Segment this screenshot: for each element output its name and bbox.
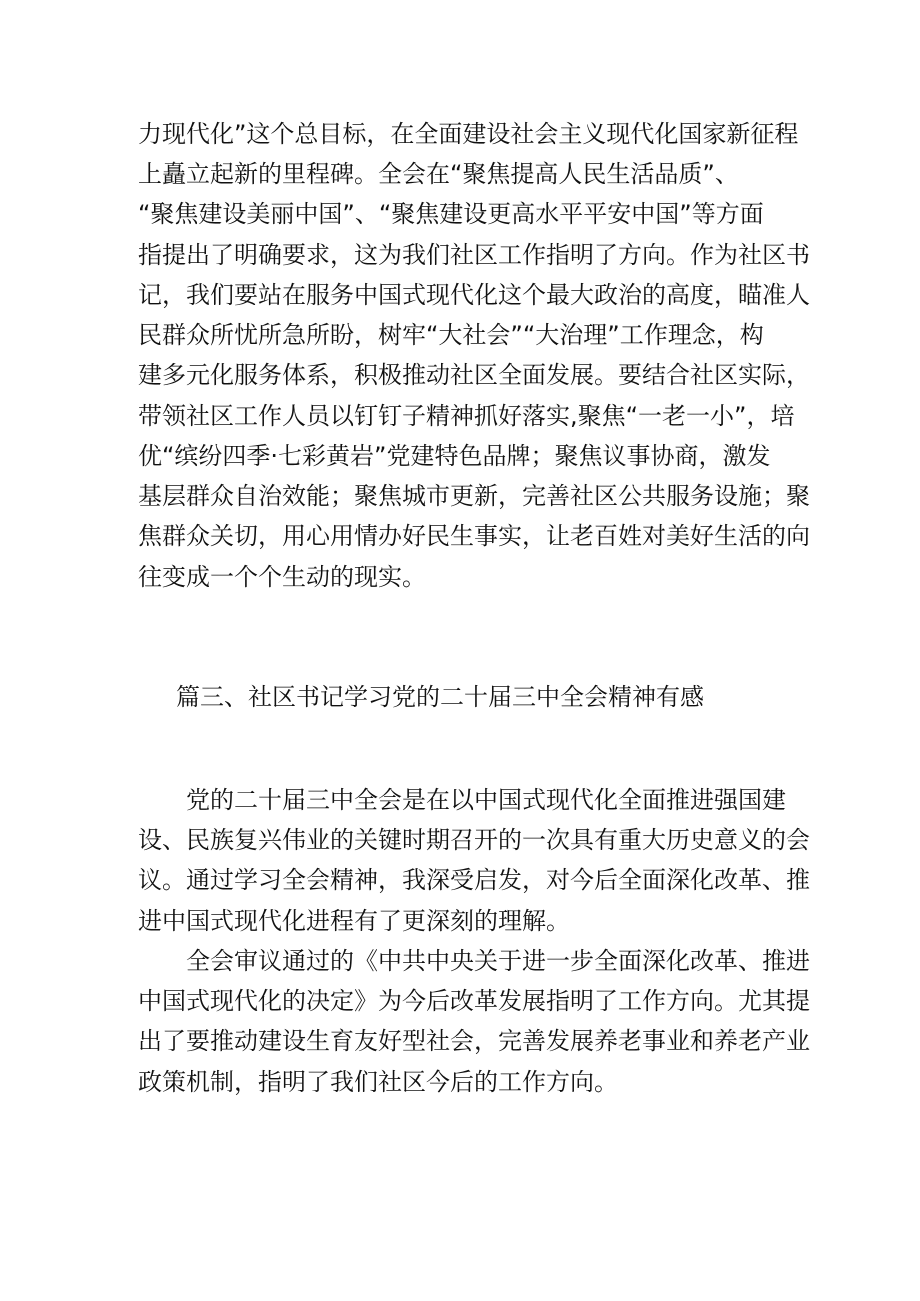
text-line: 记，我们要站在服务中国式现代化这个最大政治的高度，瞄准人 [138, 281, 810, 309]
text-line: 指提出了明确要求，这为我们社区工作指明了方向。作为社区书 [138, 241, 810, 269]
text-line: 全会审议通过的《中共中央关于进一步全面深化改革、推进 [186, 947, 810, 975]
text-line: 带领社区工作人员以钉钉子精神抓好落实,聚焦“一老一小”，培 [138, 402, 795, 430]
text-line: 力现代化”这个总目标，在全面建设社会主义现代化国家新征程 [138, 120, 799, 148]
text-line: 上矗立起新的里程碑。全会在“聚焦提高人民生活品质”、 [138, 160, 739, 188]
text-line: 政策机制，指明了我们社区今后的工作方向。 [138, 1068, 618, 1096]
text-line: 议。通过学习全会精神，我深受启发，对今后全面深化改革、推 [138, 866, 810, 894]
text-line: 党的二十届三中全会是在以中国式现代化全面推进强国建 [186, 786, 786, 814]
text-line: 焦群众关切，用心用情办好民生事实，让老百姓对美好生活的向 [138, 522, 810, 550]
text-line: 基层群众自治效能；聚焦城市更新，完善社区公共服务设施；聚 [138, 482, 810, 510]
text-line: 设、民族复兴伟业的关键时期召开的一次具有重大历史意义的会 [138, 826, 810, 854]
text-line: 进中国式现代化进程有了更深刻的理解。 [138, 907, 570, 935]
text-line: 出了要推动建设生育友好型社会，完善发展养老事业和养老产业 [138, 1027, 810, 1055]
text-line: 民群众所忧所急所盼，树牢“大社会”“大治理”工作理念，构 [138, 321, 764, 349]
text-line: 中国式现代化的决定》为今后改革发展指明了工作方向。尤其提 [138, 987, 810, 1015]
section-heading: 篇三、社区书记学习党的二十届三中全会精神有感 [176, 683, 704, 711]
text-line: “聚焦建设美丽中国”、“聚焦建设更高水平平安中国”等方面 [138, 200, 764, 228]
text-line: 建多元化服务体系，积极推动社区全面发展。要结合社区实际， [138, 361, 810, 389]
text-line: 往变成一个个生动的现实。 [138, 563, 426, 591]
text-line: 优“缤纷四季·七彩黄岩”党建特色品牌；聚焦议事协商，激发 [138, 442, 771, 470]
